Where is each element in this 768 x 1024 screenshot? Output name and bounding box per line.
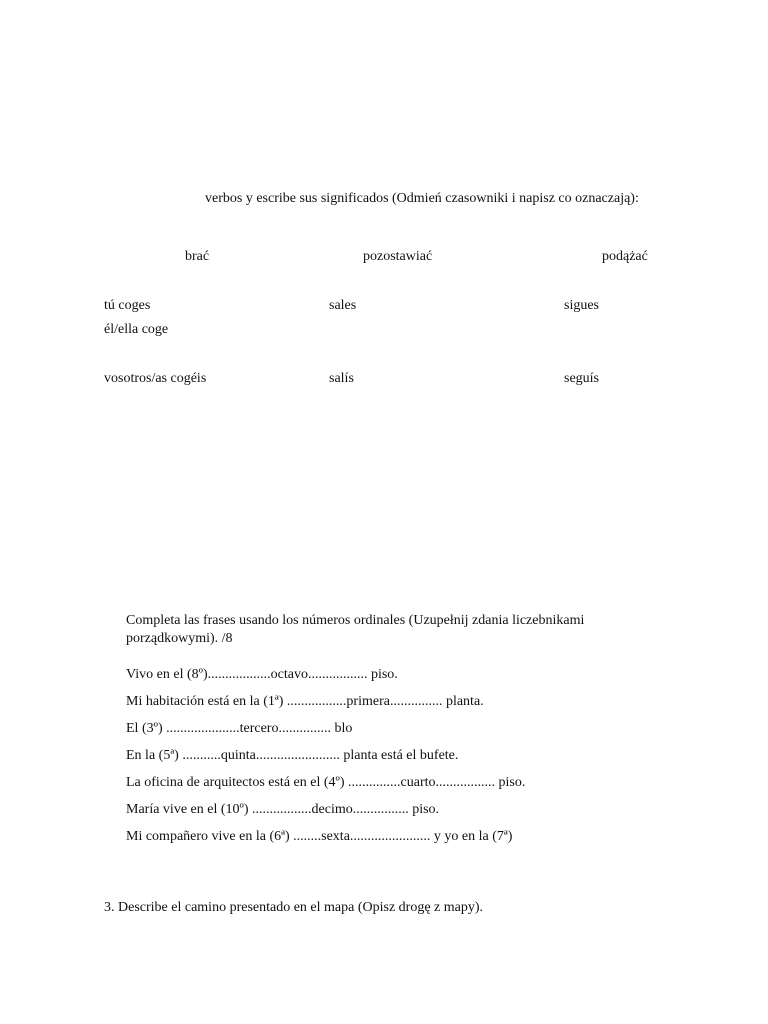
ordinal-sentence-list (126, 666, 525, 855)
ordinal-sentence: Mi habitación está en la (1ª) .................primera............... planta. (126, 694, 484, 709)
ordinal-sentence: Vivo en el (8º)..................octavo................. piso. (126, 667, 398, 682)
conjugation-cell: salís (329, 371, 354, 386)
map-task-instruction: 3. Describe el camino presentado en el mapa (Opisz drogę z mapy). (104, 900, 484, 915)
ordinal-sentence: Mi compañero vive en la (6ª) ........sexta....................... y yo en la (7ª) (126, 829, 513, 844)
verb-meaning-1: brać (185, 249, 210, 264)
ordinal-sentence: El (3º) .....................tercero............... blo (126, 721, 353, 736)
conjugation-cell: seguís (564, 371, 599, 386)
conjugation-instruction: verbos y escribe sus significados (Odmień czasowniki i napisz co oznaczają): (205, 191, 639, 206)
ordinal-sentence: La oficina de arquitectos está en el (4º) ...............cuarto................. piso. (126, 775, 526, 790)
conjugation-cell: vosotros/as cogéis (104, 371, 207, 386)
ordinals-instruction: Completa las frases usando los números ordinales (Uzupełnij zdania liczebnikami porządkowymi). /8 (126, 613, 585, 646)
conjugation-cell: tú coges (104, 298, 151, 313)
conjugation-cell: él/ella coge (104, 322, 169, 337)
verb-meaning-3: podążać (602, 249, 648, 264)
conjugation-cell: sigues (564, 298, 599, 313)
verb-meaning-2: pozostawiać (363, 249, 433, 264)
ordinal-sentence: María vive en el (10º) .................decimo................ piso. (126, 802, 440, 817)
conjugation-cell: sales (329, 298, 357, 313)
ordinal-sentence: En la (5ª) ...........quinta........................ planta está el bufete. (126, 748, 459, 763)
